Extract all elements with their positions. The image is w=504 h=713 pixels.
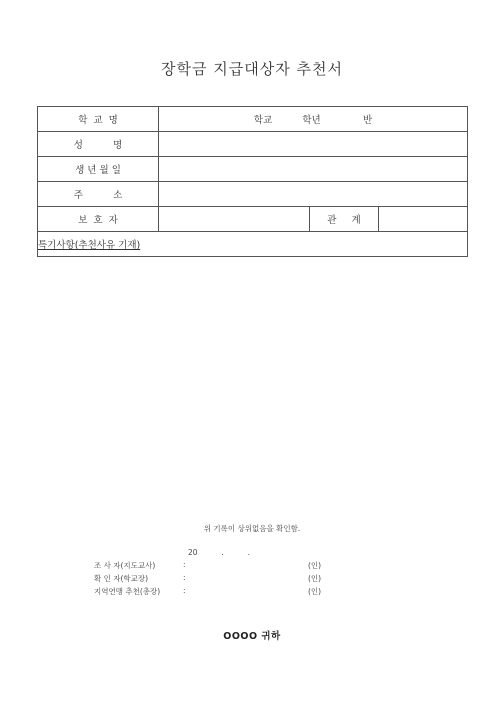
addressee: OOOO 귀하 (223, 631, 281, 642)
guardian-label: 보 호 자 (38, 207, 159, 232)
regional-colon: : (183, 586, 186, 595)
school-grade-class-field[interactable]: 학교 학년 반 (159, 107, 468, 132)
recommendation-form-table (37, 106, 468, 257)
principal-seal-mark: (인) (308, 574, 322, 583)
birthdate-field[interactable] (159, 157, 468, 182)
guardian-field[interactable] (159, 207, 310, 232)
notes-field[interactable] (38, 232, 468, 257)
document-title: 장학금 지급대상자 추천서 (161, 60, 343, 78)
birthdate-label: 생 년 월 일 (38, 157, 159, 182)
address-label: 주 소 (38, 182, 159, 207)
school-label: 학 교 명 (38, 107, 159, 132)
regional-label: 지역연맹 추천(총장) (94, 587, 161, 596)
relation-label: 관 계 (310, 207, 379, 232)
name-row (38, 132, 468, 157)
school-row (38, 107, 468, 132)
confirmation-statement: 위 기록이 상위없음을 확인함. (203, 524, 301, 533)
address-field[interactable] (159, 182, 468, 207)
name-field[interactable] (159, 132, 468, 157)
guardian-row (38, 207, 468, 232)
regional-seal-mark: (인) (308, 587, 322, 596)
investigator-colon: : (183, 560, 186, 569)
principal-label: 확 인 자(학교장) (94, 574, 149, 583)
investigator-seal-mark: (인) (308, 561, 322, 570)
principal-colon: : (183, 573, 186, 582)
relation-field[interactable] (379, 207, 468, 232)
name-label: 성 명 (38, 132, 159, 157)
investigator-label: 조 사 자(지도교사) (94, 561, 156, 570)
address-row (38, 182, 468, 207)
notes-label: 특기사항(추천사유 기재) (38, 240, 141, 251)
notes-row (38, 232, 468, 257)
date-line: 20 . . (188, 548, 250, 557)
birthdate-row (38, 157, 468, 182)
